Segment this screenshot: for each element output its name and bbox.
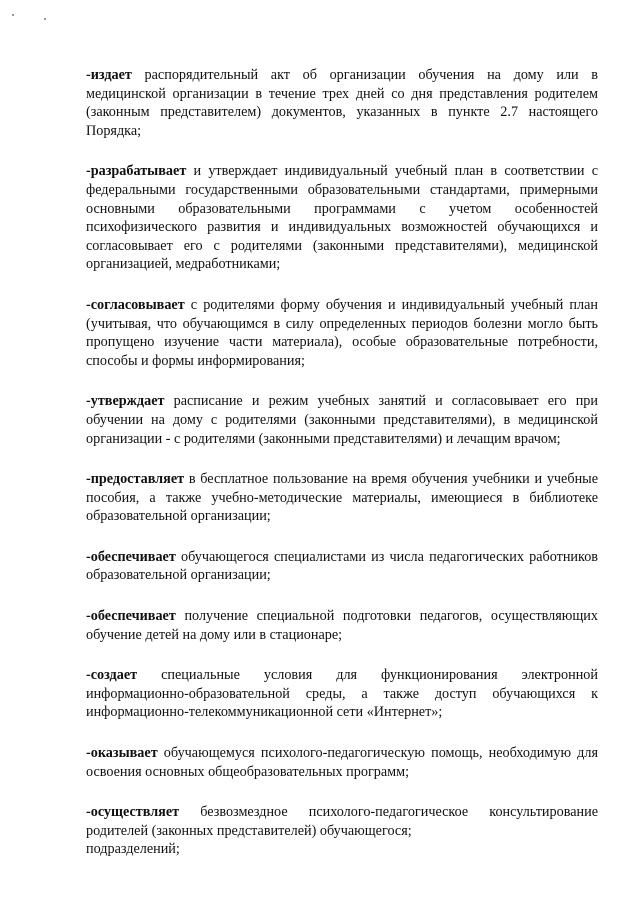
paragraph bbox=[86, 666, 598, 722]
paragraph bbox=[86, 470, 598, 526]
paragraph bbox=[86, 607, 598, 644]
paragraph-text: безвозмездное психолого-педагогическое консультирование родителей (законных представителей) обучающегося; bbox=[86, 804, 598, 839]
paragraph-lead: -согласовывает bbox=[86, 296, 185, 313]
paragraph bbox=[86, 392, 598, 448]
paragraph-lead: -издает bbox=[86, 67, 132, 83]
paragraph-text: и утверждает индивидуальный учебный план в соответствии с федеральными государственными образовательными стандартами, примерными основными образовательными программами с учетом особенностей психофизического развития и индивидуальных возможностей обучающихся и согласовывает его с родителями (законными представителями), медицинской организацией, медработниками; bbox=[86, 163, 598, 273]
paragraph-lead: -создает bbox=[86, 667, 138, 684]
paragraph-text: распорядительный акт об организации обучения на дому или в медицинской организации в течение трех дней со дня представления родителем (законным представителем) документов, указанных в пункте 2.7 настоящего Порядка; bbox=[86, 67, 598, 139]
scan-speck bbox=[44, 18, 46, 20]
paragraph-text: специальные условия для функционирования электронной информационно-образовательной среды, а также доступ обучающихся к информационно-телекоммуникационной сети «Интернет»; bbox=[86, 667, 598, 721]
paragraph-text: с родителями форму обучения и индивидуальный учебный план (учитывая, что обучающимся в силу определенных периодов болезни могло быть пропущено изучение части материала), особые образовательные потребности, способы и формы информирования; bbox=[86, 296, 598, 369]
paragraph bbox=[86, 803, 598, 840]
paragraph-lead: -обеспечивает bbox=[86, 548, 176, 565]
paragraph-text: обучающегося специалистами из числа педагогических работников образовательной организации; bbox=[86, 548, 598, 584]
paragraph-lead: -осуществляет bbox=[86, 804, 180, 821]
paragraph-text: расписание и режим учебных занятий и согласовывает его при обучении на дому с родителями (законными представителями), в медицинской организации - с родителями (законными представителями) и лечащим врачом; bbox=[86, 393, 598, 447]
paragraph-text: в бесплатное пользование на время обучения учебники и учебные пособия, а также учебно-методические материалы, имеющиеся в библиотеке образовательной организации; bbox=[86, 471, 598, 525]
paragraph-text: обучающемуся психолого-педагогическую помощь, необходимую для освоения основных общеобразовательных программ; bbox=[86, 745, 598, 780]
paragraph-lead: -утверждает bbox=[86, 393, 165, 410]
paragraph-text: получение специальной подготовки педагогов, осуществляющих обучение детей на дому или в стационаре; bbox=[86, 608, 598, 643]
paragraph bbox=[86, 548, 598, 585]
paragraph-lead: -предоставляет bbox=[86, 471, 185, 488]
paragraph bbox=[86, 66, 598, 140]
paragraph bbox=[86, 162, 598, 274]
paragraph-lead: -обеспечивает bbox=[86, 608, 176, 625]
paragraph bbox=[86, 296, 598, 370]
paragraph-lead: -оказывает bbox=[86, 745, 158, 762]
scan-speck bbox=[12, 14, 14, 16]
paragraph bbox=[86, 744, 598, 781]
paragraph-lead: -разрабатывает bbox=[86, 163, 187, 180]
trailing-line: подразделений; bbox=[86, 841, 180, 858]
document-page bbox=[86, 66, 598, 859]
